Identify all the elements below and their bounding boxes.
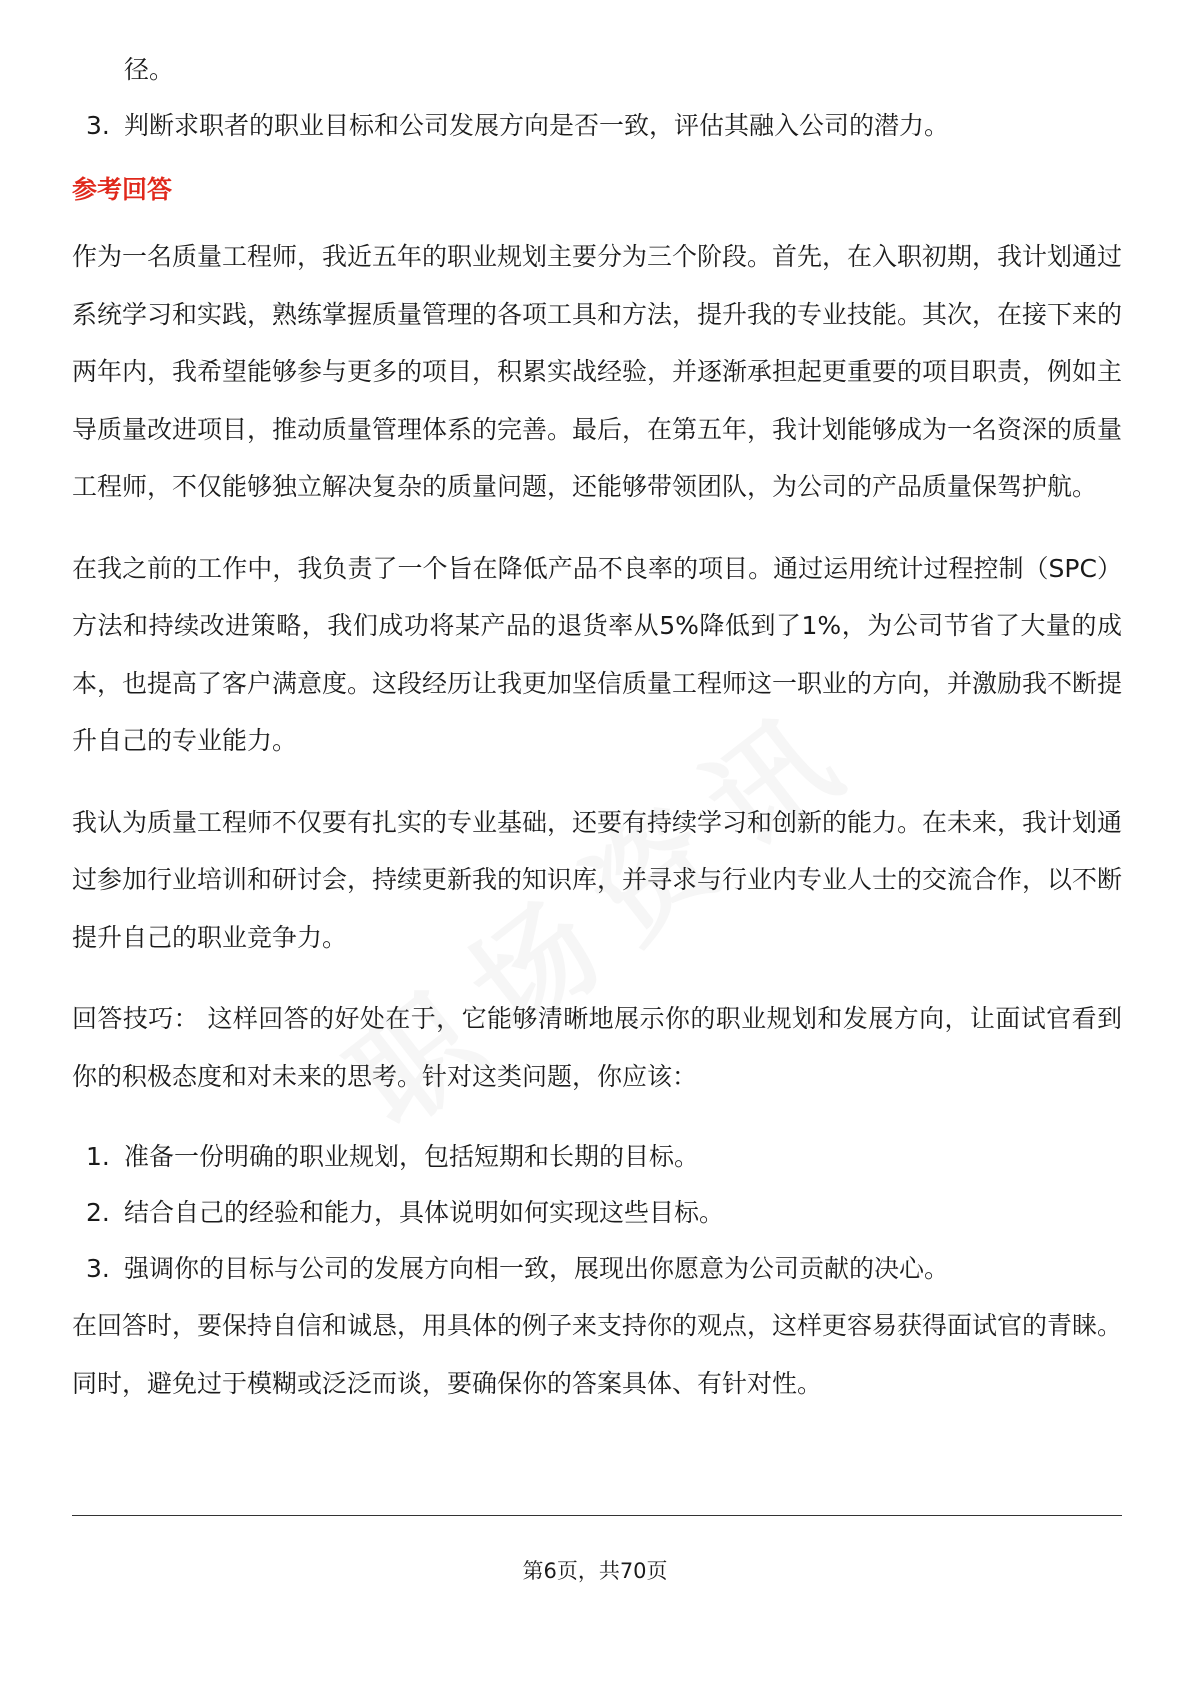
footer-divider xyxy=(72,1515,1122,1516)
paragraph-future-learning: 我认为质量工程师不仅要有扎实的专业基础，还要有持续学习和创新的能力。在未来，我计划通过参加行业培训和研讨会，持续更新我的知识库，并寻求与行业内专业人士的交流合作，以不断提升自己的职业竞争力。 xyxy=(72,807,1123,952)
intro-list xyxy=(72,98,1122,154)
list-item xyxy=(72,1241,1122,1297)
list-item-number: 2. xyxy=(86,1198,110,1227)
list-item-text: 准备一份明确的职业规划，包括短期和长期的目标。 xyxy=(124,1142,700,1171)
list-item-text: 强调你的目标与公司的发展方向相一致，展现出你愿意为公司贡献的决心。 xyxy=(124,1254,950,1283)
paragraph-career-plan: 作为一名质量工程师，我近五年的职业规划主要分为三个阶段。首先，在入职初期，我计划通过系统学习和实践，熟练掌握质量管理的各项工具和方法，提升我的专业技能。其次，在接下来的两年内，我希望能够参与更多的项目，积累实战经验，并逐渐承担起更重要的项目职责，例如主导质量改进项目，推动质量管理体系的完善。最后，在第五年，我计划能够成为一名资深的质量工程师，不仅能够独立解决复杂的质量问题，还能够带领团队，为公司的产品质量保驾护航。 xyxy=(72,242,1123,501)
list-item-number: 3. xyxy=(86,111,110,140)
list-item xyxy=(72,1129,1122,1185)
list-item-number: 1. xyxy=(86,1142,110,1171)
list-item-text: 判断求职者的职业目标和公司发展方向是否一致，评估其融入公司的潜力。 xyxy=(124,111,950,140)
list-item-number: 3. xyxy=(86,1254,110,1283)
paragraph-answer-tips: 回答技巧： 这样回答的好处在于，它能够清晰地展示你的职业规划和发展方向，让面试官看到你的积极态度和对未来的思考。针对这类问题，你应该： xyxy=(72,1004,1122,1091)
section-heading: 参考回答 xyxy=(72,175,173,204)
list-item xyxy=(72,1185,1122,1241)
paragraph-past-experience: 在我之前的工作中，我负责了一个旨在降低产品不良率的项目。通过运用统计过程控制（SPC）方法和持续改进策略，我们成功将某产品的退货率从5%降低到了1%，为公司节省了大量的成本，也提高了客户满意度。这段经历让我更加坚信质量工程师这一职业的方向，并激励我不断提升自己的专业能力。 xyxy=(72,553,1123,755)
tips-list xyxy=(72,1129,1122,1297)
list-item xyxy=(72,98,1122,154)
page-content xyxy=(72,42,1122,1436)
page-number: 第6页，共70页 xyxy=(522,1559,668,1583)
paragraph-closing: 在回答时，要保持自信和诚恳，用具体的例子来支持你的观点，这样更容易获得面试官的青睐。同时，避免过于模糊或泛泛而谈，要确保你的答案具体、有针对性。 xyxy=(72,1311,1123,1398)
continuation-text: 径。 xyxy=(124,55,175,84)
list-item-text: 结合自己的经验和能力，具体说明如何实现这些目标。 xyxy=(124,1198,725,1227)
